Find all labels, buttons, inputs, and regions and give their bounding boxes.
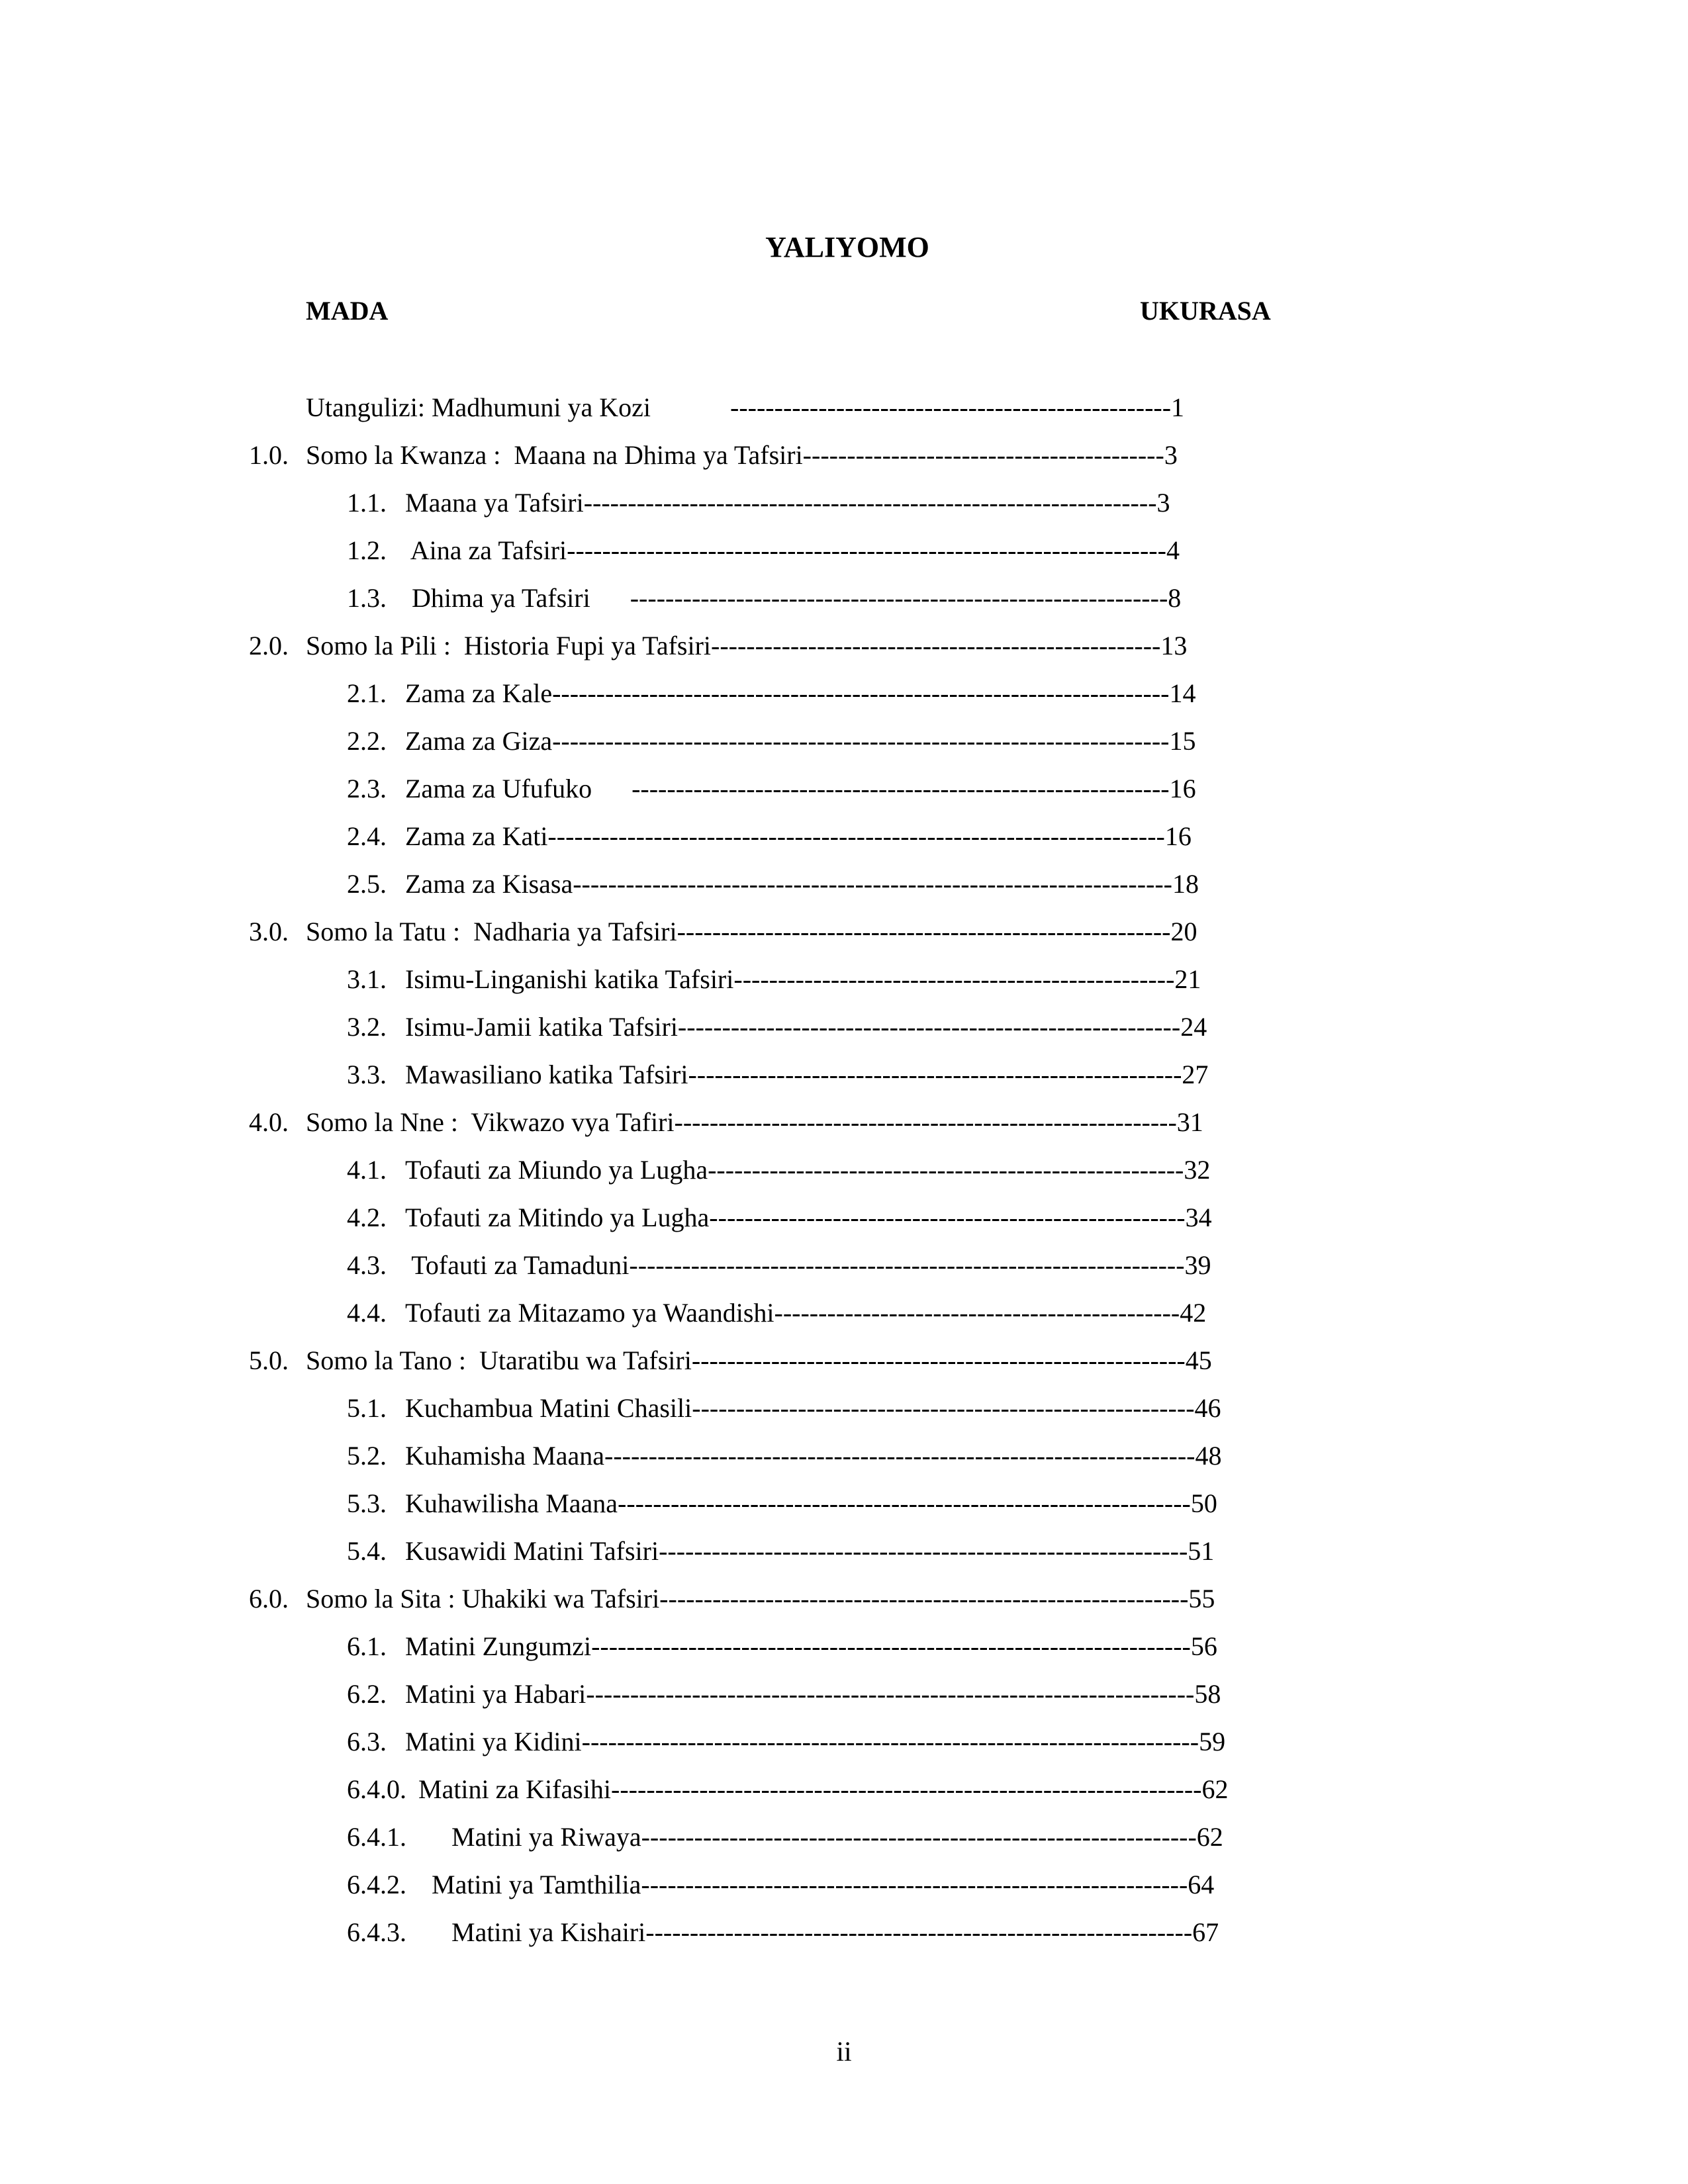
toc-entry-text: Zama za Ufufuko -------------------------------------------------------------16 [405, 774, 1196, 803]
toc-entry-text: Matini za Kifasihi-------------------------------------------------------------------62 [418, 1774, 1229, 1804]
page-number: ii [836, 2037, 852, 2068]
toc-entry-text: Kuhawilisha Maana-----------------------------------------------------------------50 [405, 1488, 1217, 1518]
toc-entry-number: 6.1. [347, 1631, 387, 1661]
toc-entry-number: 6.3. [347, 1727, 387, 1756]
toc-entry-text: Isimu-Jamii katika Tafsiri---------------------------------------------------------24 [405, 1012, 1207, 1042]
column-header-topic: MADA [306, 296, 389, 326]
toc-entry-text: Somo la Tatu : Nadharia ya Tafsiri--------------------------------------------------------20 [306, 917, 1197, 946]
toc-entry-text: Zama za Kisasa--------------------------------------------------------------------18 [405, 869, 1199, 899]
toc-entry-number: 4.2. [347, 1203, 387, 1232]
toc-entry-number: 4.0. [249, 1107, 289, 1137]
toc-entry-number: 4.1. [347, 1155, 387, 1185]
column-header-page: UKURASA [1140, 296, 1271, 326]
toc-entry-number: 2.1. [347, 678, 387, 708]
toc-entry-text: Zama za Giza----------------------------------------------------------------------15 [405, 726, 1196, 756]
toc-entry-number: 5.3. [347, 1488, 387, 1518]
toc-entry-text: Kuhamisha Maana-------------------------------------------------------------------48 [405, 1441, 1222, 1471]
toc-entry-number: 4.3. [347, 1250, 387, 1280]
toc-entry-number: 6.4.0. [347, 1774, 406, 1804]
toc-entry-text: Zama za Kati----------------------------------------------------------------------16 [405, 821, 1192, 851]
toc-entry-text: Matini ya Habari---------------------------------------------------------------------58 [405, 1679, 1221, 1709]
toc-entry-number: 1.3. [347, 583, 387, 613]
toc-entry-number: 5.0. [249, 1345, 289, 1375]
toc-entry-text: Somo la Tano : Utaratibu wa Tafsiri--------------------------------------------------------45 [306, 1345, 1212, 1375]
toc-entry-number: 1.2. [347, 535, 387, 565]
toc-entry-number: 2.3. [347, 774, 387, 803]
toc-entry-number: 3.0. [249, 917, 289, 946]
toc-entry-text: Matini ya Tamthilia--------------------------------------------------------------64 [418, 1870, 1215, 1899]
toc-entry-number: 5.4. [347, 1536, 387, 1566]
toc-entry-text: Somo la Pili : Historia Fupi ya Tafsiri---------------------------------------------------13 [306, 631, 1188, 660]
toc-entry-number: 2.4. [347, 821, 387, 851]
toc-entry-number: 4.4. [347, 1298, 387, 1328]
page-title: YALIYOMO [765, 231, 929, 263]
toc-entry-text: Matini ya Riwaya---------------------------------------------------------------62 [418, 1822, 1223, 1852]
toc-entry-text: Somo la Nne : Vikwazo vya Tafiri---------------------------------------------------------31 [306, 1107, 1203, 1137]
toc-entry-text: Dhima ya Tafsiri -------------------------------------------------------------8 [405, 583, 1182, 613]
toc-entry-number: 2.2. [347, 726, 387, 756]
toc-entry-number: 6.2. [347, 1679, 387, 1709]
toc-entry-text: Somo la Kwanza : Maana na Dhima ya Tafsiri-----------------------------------------3 [306, 440, 1178, 470]
toc-entry-number: 2.5. [347, 869, 387, 899]
toc-entry-text: Tofauti za Mitazamo ya Waandishi----------------------------------------------42 [405, 1298, 1207, 1328]
toc-entry-number: 6.0. [249, 1584, 289, 1614]
toc-entry-number: 3.2. [347, 1012, 387, 1042]
toc-entry-text: Tofauti za Miundo ya Lugha------------------------------------------------------32 [405, 1155, 1211, 1185]
toc-entry-text: Utangulizi: Madhumuni ya Kozi --------------------------------------------------1 [306, 392, 1185, 422]
toc-entry-number: 6.4.1. [347, 1822, 406, 1852]
toc-entry-number: 5.1. [347, 1393, 387, 1423]
toc-entry-text: Isimu-Linganishi katika Tafsiri--------------------------------------------------21 [405, 964, 1201, 994]
toc-entry-number: 6.4.2. [347, 1870, 406, 1899]
toc-entry-text: Kuchambua Matini Chasili---------------------------------------------------------46 [405, 1393, 1221, 1423]
toc-entry-text: Aina za Tafsiri--------------------------------------------------------------------4 [405, 535, 1180, 565]
toc-entry-number: 2.0. [249, 631, 289, 660]
toc-entry-text: Zama za Kale----------------------------------------------------------------------14 [405, 678, 1196, 708]
toc-entry-text: Matini ya Kishairi--------------------------------------------------------------67 [418, 1917, 1219, 1947]
toc-entry-text: Matini Zungumzi--------------------------------------------------------------------56 [405, 1631, 1217, 1661]
toc-entry-number: 3.1. [347, 964, 387, 994]
toc-entry-text: Mawasiliano katika Tafsiri--------------------------------------------------------27 [405, 1060, 1209, 1089]
toc-entry-number: 1.1. [347, 488, 387, 518]
toc-entry-number: 6.4.3. [347, 1917, 406, 1947]
toc-entry-text: Matini ya Kidini----------------------------------------------------------------------59 [405, 1727, 1226, 1756]
toc-entry-text: Maana ya Tafsiri-----------------------------------------------------------------3 [405, 488, 1170, 518]
toc-entry-number: 3.3. [347, 1060, 387, 1089]
toc-entry-text: Tofauti za Mitindo ya Lugha------------------------------------------------------34 [405, 1203, 1212, 1232]
toc-entry-text: Kusawidi Matini Tafsiri------------------------------------------------------------51 [405, 1536, 1215, 1566]
toc-entry-text: Somo la Sita : Uhakiki wa Tafsiri------------------------------------------------------------55 [306, 1584, 1215, 1614]
toc-entry-number: 5.2. [347, 1441, 387, 1471]
toc-entry-number: 1.0. [249, 440, 289, 470]
toc-entry-text: Tofauti za Tamaduni---------------------------------------------------------------39 [405, 1250, 1211, 1280]
